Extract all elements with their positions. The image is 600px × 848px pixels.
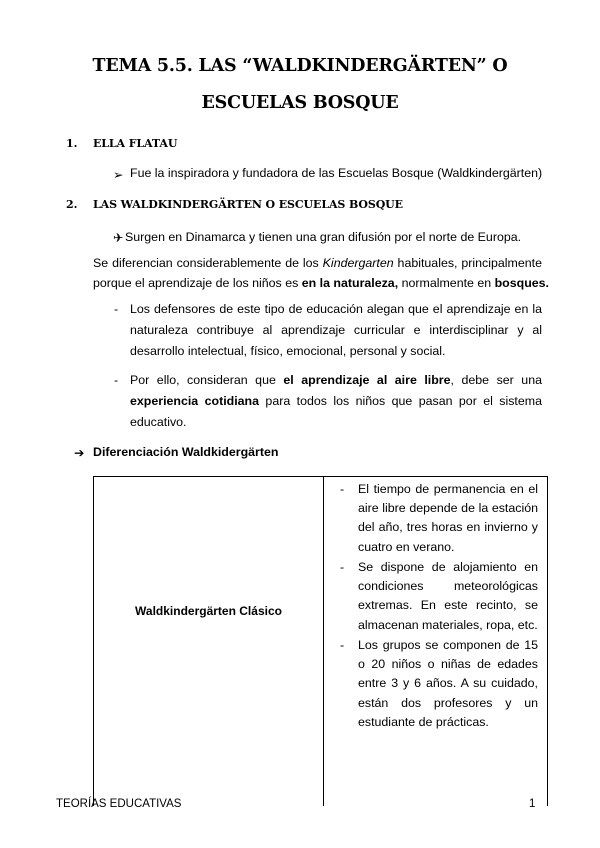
table-item-line: Los grupos se componen de 15 bbox=[358, 638, 538, 652]
table-item-line: extremas. En este recinto, se bbox=[358, 598, 538, 613]
footer-page-number: 1 bbox=[529, 798, 536, 810]
page-title-line-2: ESCUELAS BOSQUE bbox=[201, 93, 399, 113]
table-item-line: o 20 niños o niñas de edades bbox=[358, 657, 538, 672]
table-item-line: aire libre depende de la estación bbox=[358, 501, 538, 516]
plane-icon: ✈ bbox=[113, 231, 124, 245]
dash-1-line-1: Los defensores de este tipo de educación alegan que el aprendizaje en la bbox=[130, 302, 542, 316]
table-row-label: Waldkindergärten Clásico bbox=[135, 604, 282, 618]
dash-2-line-2: experiencia cotidiana para todos los niños que pasan por el sistema bbox=[130, 394, 542, 408]
table-item-line: almacenan materiales, ropa, etc. bbox=[358, 617, 538, 632]
section-2-number: 2. bbox=[66, 198, 78, 211]
table-item-marker: - bbox=[340, 560, 345, 574]
table-column-divider bbox=[323, 476, 324, 806]
section-2-intro-text: Surgen en Dinamarca y tienen una gran difusión por el norte de Europa. bbox=[125, 230, 522, 244]
table-item-line: Se dispone de alojamiento en bbox=[358, 560, 538, 574]
section-1-heading: ELLA FLATAU bbox=[93, 137, 178, 150]
page-title-line-1: TEMA 5.5. LAS “WALDKINDERGÄRTEN” O bbox=[92, 56, 508, 76]
dash-2-line-1: Por ello, consideran que el aprendizaje al aire libre, debe ser una bbox=[130, 373, 542, 387]
table-item-line: están dos profesores y un bbox=[358, 695, 538, 710]
table-item-line: del año, tres horas en invierno y bbox=[358, 520, 538, 535]
table-item-line: El tiempo de permanencia en el bbox=[358, 482, 538, 496]
table-item-line: entre 3 y 6 años. A su cuidado, bbox=[358, 676, 538, 691]
paragraph-line-2: porque el aprendizaje de los niños es en la naturaleza, normalmente en bosques. bbox=[93, 276, 549, 290]
section-1-bullet-icon: ➢ bbox=[113, 168, 124, 182]
section-2-heading: LAS WALDKINDERGÄRTEN O ESCUELAS BOSQUE bbox=[93, 198, 403, 211]
dash-1-line-3: desarrollo intelectual, físico, emocional, personal y social. bbox=[130, 344, 446, 358]
section-1-number: 1. bbox=[66, 137, 78, 150]
subheading-text: Diferenciación Waldkidergärten bbox=[93, 445, 279, 459]
table-item-marker: - bbox=[340, 482, 345, 496]
dash-marker-2: - bbox=[114, 373, 119, 387]
dash-marker-1: - bbox=[114, 302, 119, 316]
arrow-right-icon: ➔ bbox=[74, 446, 85, 460]
section-1-bullet-text: Fue la inspiradora y fundadora de las Escuelas Bosque (Waldkindergärten) bbox=[130, 166, 543, 180]
paragraph-line-1: Se diferencian considerablemente de los Kindergarten habituales, principalmente bbox=[93, 256, 542, 270]
footer-course-name: TEORÍAS EDUCATIVAS bbox=[56, 798, 182, 810]
table-item-marker: - bbox=[340, 638, 345, 652]
table-item-line: cuatro en verano. bbox=[358, 539, 455, 554]
table-item-line: estudiante de prácticas. bbox=[358, 714, 489, 729]
dash-1-line-2: naturaleza contribuye al aprendizaje curricular e interdisciplinar y al bbox=[130, 323, 542, 337]
table-item-line: condiciones meteorológicas bbox=[358, 579, 538, 594]
dash-2-line-3: educativo. bbox=[130, 415, 187, 429]
